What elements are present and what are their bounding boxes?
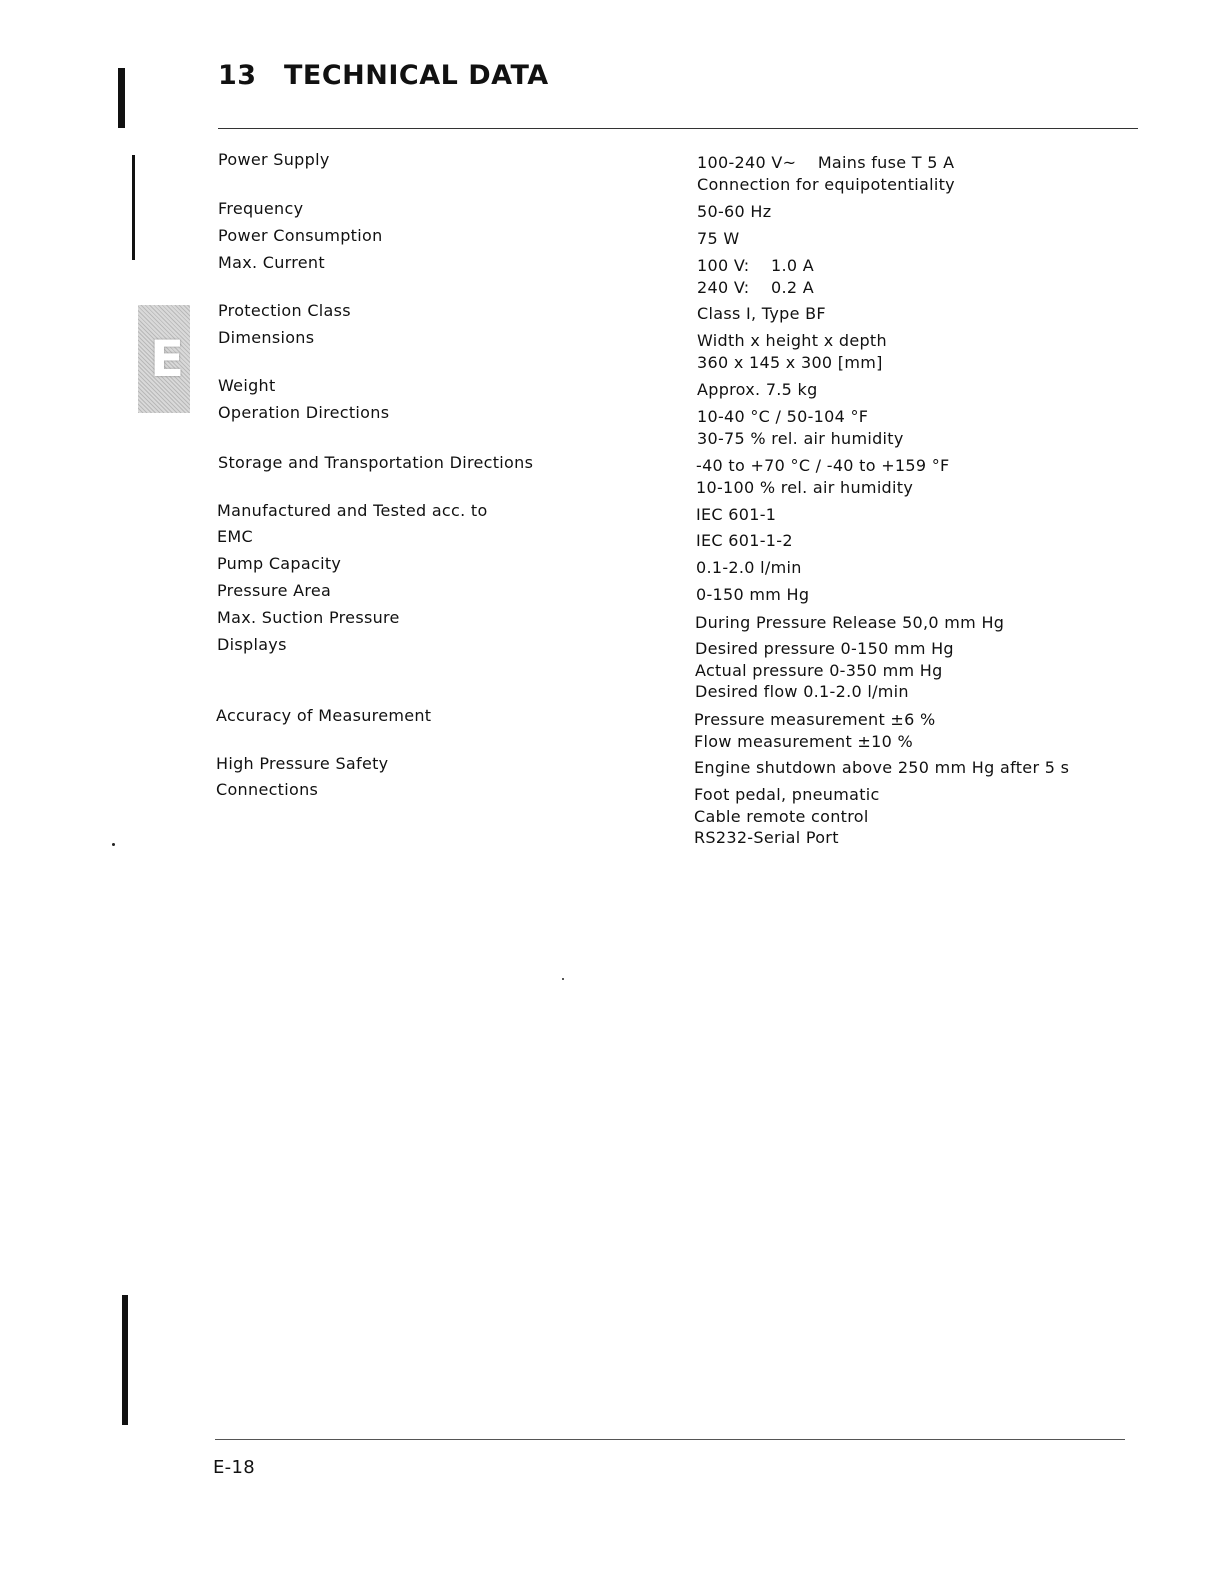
spec-label: Frequency	[218, 199, 304, 218]
spec-label: Max. Current	[218, 253, 325, 272]
spec-value-line: Flow measurement ±10 %	[694, 731, 913, 751]
spec-value	[696, 455, 950, 498]
spec-value	[695, 638, 954, 703]
section-tab-letter: E	[150, 330, 185, 388]
spec-label: Max. Suction Pressure	[217, 608, 400, 627]
spec-value-line: RS232-Serial Port	[694, 828, 839, 847]
spec-value-line: 240 V: 0.2 A	[697, 277, 814, 297]
spec-value-line: Width x height x depth	[697, 331, 887, 350]
spec-value-line: 0.1-2.0 l/min	[696, 558, 802, 577]
spec-label: Displays	[217, 635, 287, 654]
spec-value-line: 10-40 °C / 50-104 °F	[697, 407, 869, 426]
spec-label: EMC	[217, 527, 253, 546]
spec-value-line: Foot pedal, pneumatic	[694, 785, 880, 804]
spec-value	[697, 406, 904, 449]
spec-value-line: 10-100 % rel. air humidity	[696, 477, 914, 497]
spec-value	[695, 612, 1004, 634]
spec-value	[696, 557, 802, 579]
spec-value	[694, 757, 1069, 779]
spec-value-line: During Pressure Release 50,0 mm Hg	[695, 613, 1005, 632]
spec-label: Accuracy of Measurement	[216, 706, 432, 725]
spec-label: Dimensions	[218, 328, 315, 347]
spec-label: Connections	[216, 780, 319, 799]
spec-value	[697, 303, 826, 325]
spec-value-line: Pressure measurement ±6 %	[694, 710, 936, 729]
spec-value-line: IEC 601-1-2	[696, 531, 793, 550]
spec-value	[696, 504, 776, 526]
spec-label: Power Supply	[218, 150, 330, 169]
spec-value-line: 360 x 145 x 300 [mm]	[697, 352, 883, 372]
spec-value	[697, 330, 887, 373]
page-number: E-18	[213, 1457, 255, 1478]
spec-value-line: 100 V: 1.0 A	[697, 256, 814, 275]
spec-label: High Pressure Safety	[216, 754, 389, 773]
spec-value-line: 50-60 Hz	[697, 202, 772, 221]
spec-value-line: Desired flow 0.1-2.0 l/min	[695, 682, 909, 701]
spec-value	[697, 201, 771, 223]
spec-value-line: Cable remote control	[694, 806, 869, 826]
spec-value-line: 0-150 mm Hg	[696, 585, 810, 604]
spec-value-line: Actual pressure 0-350 mm Hg	[695, 660, 943, 680]
spec-label: Pump Capacity	[217, 554, 342, 573]
spec-value	[694, 784, 880, 849]
spec-value	[696, 584, 809, 606]
section-number: 13	[218, 60, 257, 91]
margin-bar-bottom	[122, 1295, 128, 1425]
spec-value-line: Class I, Type BF	[697, 304, 826, 323]
spec-value-line: IEC 601-1	[696, 505, 777, 524]
spec-value-line: Approx. 7.5 kg	[697, 380, 818, 399]
spec-value-line: 75 W	[697, 229, 740, 248]
spec-label: Protection Class	[218, 301, 351, 320]
spec-value-line: Desired pressure 0-150 mm Hg	[695, 639, 954, 658]
spec-label: Operation Directions	[218, 403, 390, 422]
spec-value	[696, 530, 793, 552]
spec-value-line: -40 to +70 °C / -40 to +159 °F	[696, 456, 950, 475]
spec-value	[697, 379, 818, 401]
spec-value-line: 30-75 % rel. air humidity	[697, 428, 904, 448]
spec-value	[697, 255, 814, 298]
spec-label: Weight	[218, 376, 276, 395]
spec-value-line: Connection for equipotentiality	[697, 174, 955, 194]
spec-label: Manufactured and Tested acc. to	[217, 501, 488, 520]
spec-label: Power Consumption	[218, 226, 383, 245]
spec-value	[697, 228, 739, 250]
scan-speck	[562, 978, 564, 980]
spec-value	[697, 152, 955, 195]
spec-value-line: Engine shutdown above 250 mm Hg after 5 s	[694, 758, 1070, 777]
spec-label: Pressure Area	[217, 581, 332, 600]
section-title: TECHNICAL DATA	[284, 60, 549, 91]
spec-value	[694, 709, 936, 752]
spec-label: Storage and Transportation Directions	[218, 453, 534, 472]
spec-value-line: 100-240 V~ Mains fuse T 5 A	[697, 153, 955, 172]
footer-rule	[215, 1439, 1125, 1440]
